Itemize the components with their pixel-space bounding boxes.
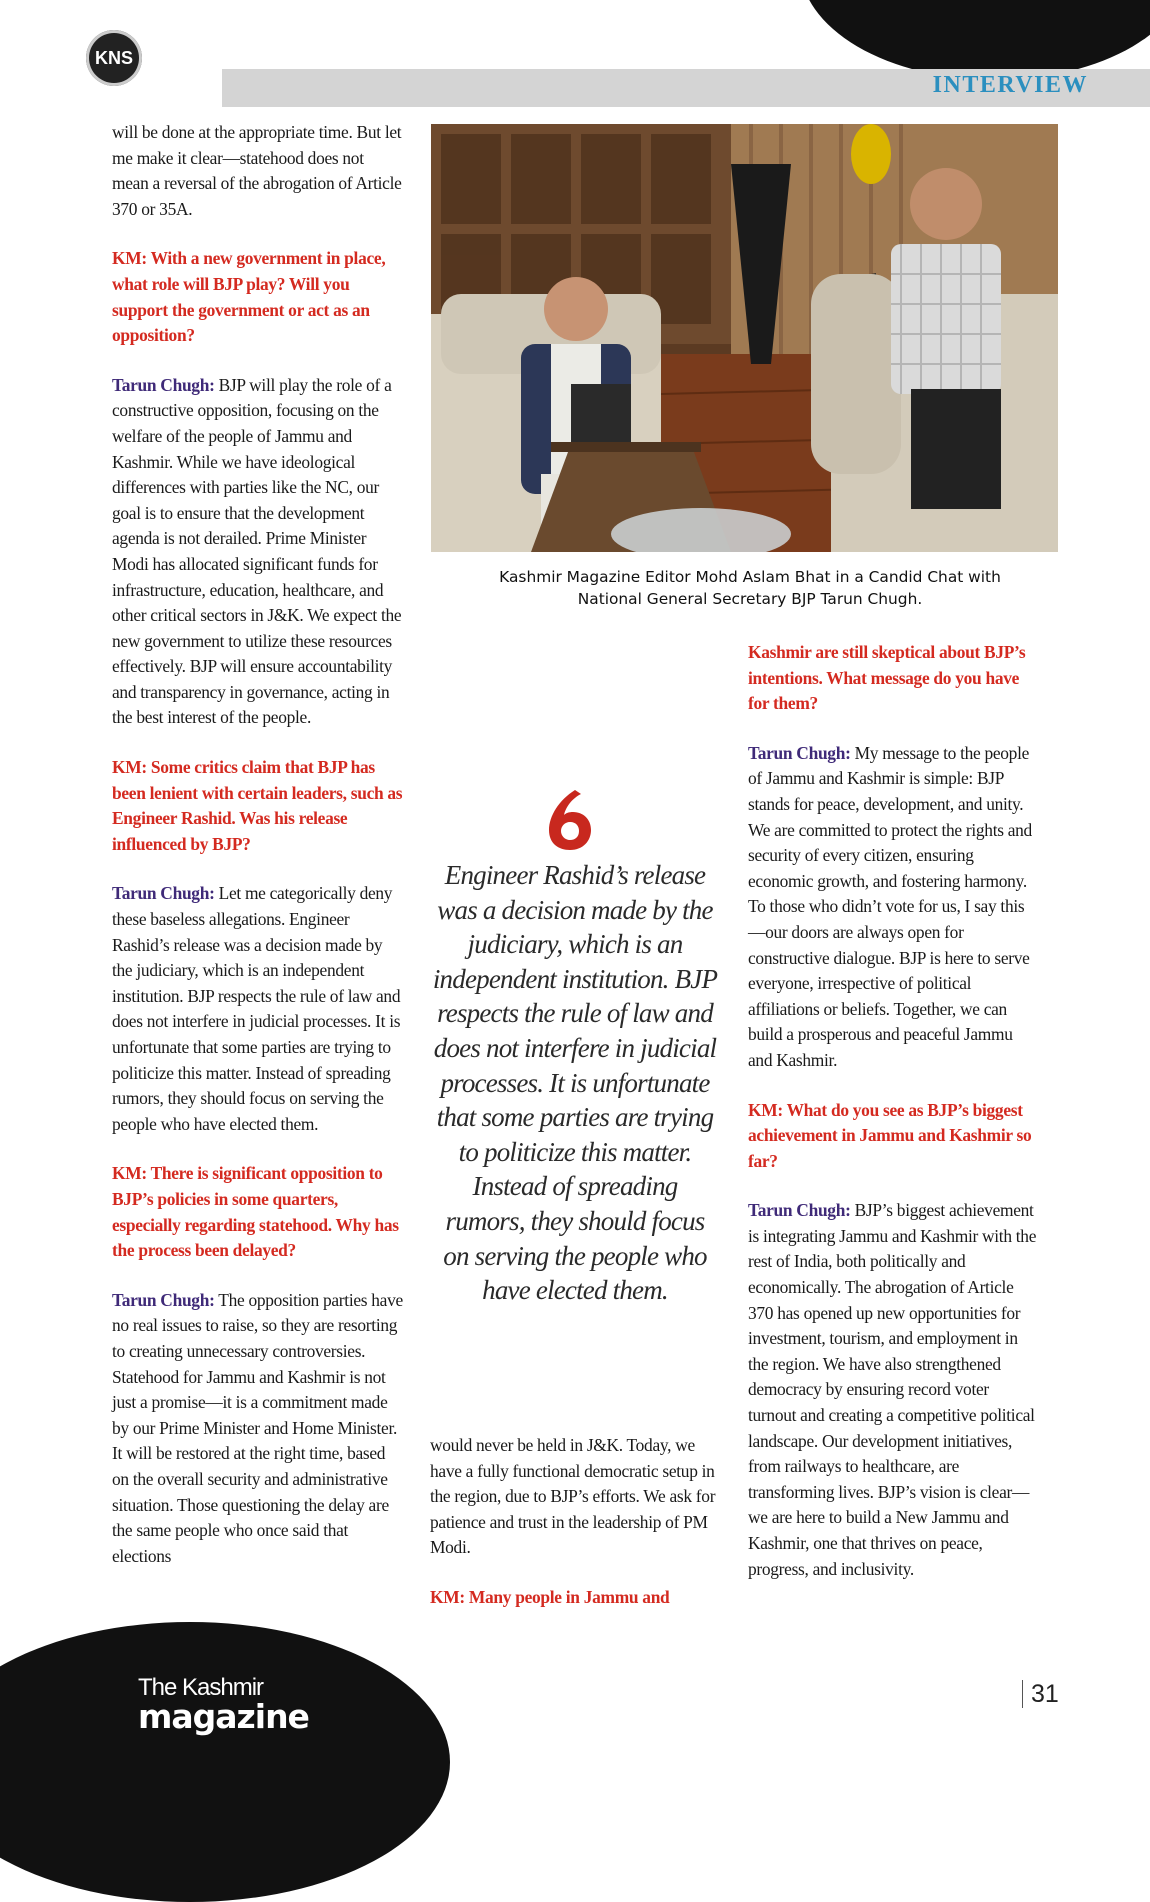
corner-decoration-bottom <box>0 1622 450 1902</box>
pull-quote: Engineer Rashid’s release was a decision made by the judiciary, which is an independent institution. BJP respects the rule of law and does not interfere in judicial processes. It is unfortunate that some parties are trying to politicize this matter. Instead of spreading rumors, they should focus on serving the people who have elected them. <box>432 860 718 1306</box>
article-column-3 <box>748 640 1040 1606</box>
question-paragraph: KM: Many people in Jammu and <box>430 1586 670 1607</box>
magazine-logo-line2: magazine <box>138 1697 309 1736</box>
answer-paragraph: Tarun Chugh: BJP will play the role of a constructive opposition, focusing on the welfare of the people of Jammu and Kashmir. While we have ideological differences with parties like the NC, our goal is to ensure that the development agenda is not derailed. Prime Minister Modi has allocated significant funds for infrastructure, education, healthcare, and other critical sectors in J&K. We expect the new government to utilize these resources effectively. BJP will ensure accountability and transparency in governance, acting in the best interest of the people. <box>112 374 402 728</box>
speaker-name: Tarun Chugh: <box>112 883 215 904</box>
section-label: INTERVIEW <box>932 72 1088 98</box>
quote-mark-icon <box>545 788 595 852</box>
question-paragraph: KM: Some critics claim that BJP has been lenient with certain leaders, such as Engineer Rashid. Was his release influenced by BJP? <box>112 757 403 854</box>
question-paragraph: KM: There is significant opposition to BJP’s policies in some quarters, especially regarding statehood. Why has the process been delayed? <box>112 1163 399 1261</box>
speaker-name: Tarun Chugh: <box>748 742 851 763</box>
answer-paragraph: would never be held in J&K. Today, we have a fully functional democratic setup in the region, due to BJP’s efforts. We ask for patience and trust in the leadership of PM Modi. <box>430 1435 716 1558</box>
corner-decoration-top <box>800 0 1150 80</box>
magazine-logo-line1: The Kashmir <box>138 1674 264 1701</box>
question-paragraph: KM: With a new government in place, what role will BJP play? Will you support the government or act as an opposition? <box>112 248 386 346</box>
interview-photo-illustration <box>431 124 1058 552</box>
article-column-1 <box>112 120 404 1593</box>
answer-paragraph: Tarun Chugh: BJP’s biggest achievement is integrating Jammu and Kashmir with the rest of India, both politically and economically. The abrogation of Article 370 has opened up new opportunities for investment, tourism, and employment in the region. We have also strengthened democracy by ensuring record voter turnout and creating a competitive political landscape. Our development initiatives, from railways to healthcare, are transforming lives. BJP’s vision is clear—we are here to build a New Jammu and Kashmir, one that thrives on peace, progress, and inclusivity. <box>748 1200 1037 1579</box>
article-column-2 <box>430 1433 726 1635</box>
magazine-logo <box>138 1676 309 1734</box>
speaker-name: Tarun Chugh: <box>748 1200 851 1221</box>
kns-logo: KNS <box>86 30 142 86</box>
answer-paragraph: Tarun Chugh: The opposition parties have no real issues to raise, so they are resorting to creating unnecessary controversies. Statehood for Jammu and Kashmir is not just a promise—it is a commitment made by our Prime Minister and Home Minister. It will be restored at the right time, based on the overall security and administrative situation. Those questioning the delay are the same people who once said that elections <box>112 1289 403 1566</box>
photo-caption: Kashmir Magazine Editor Mohd Aslam Bhat in a Candid Chat with National General Secretary BJP Tarun Chugh. <box>499 568 1001 608</box>
speaker-name: Tarun Chugh: <box>112 374 215 395</box>
question-paragraph: Kashmir are still skeptical about BJP’s intentions. What message do you have for them? <box>748 642 1026 714</box>
speaker-name: Tarun Chugh: <box>112 1289 215 1310</box>
answer-paragraph: Tarun Chugh: Let me categorically deny these baseless allegations. Engineer Rashid’s release was a decision made by the judiciary, which is an independent institution. BJP respects the rule of law and does not interfere in judicial processes. It is unfortunate that some parties are trying to politicize this matter. Instead of spreading rumors, they should focus on serving the people who have elected them. <box>112 883 401 1134</box>
answer-paragraph: Tarun Chugh: My message to the people of Jammu and Kashmir is simple: BJP stands for peace, development, and unity. We are committed to protect the rights and security of every citizen, ensuring economic growth, and fostering harmony. To those who didn’t vote for us, I say this—our doors are always open for constructive dialogue. BJP is here to serve everyone, irrespective of political affiliations or beliefs. Together, we can build a prosperous and peaceful Jammu and Kashmir. <box>748 742 1032 1070</box>
page-number: 31 <box>1022 1680 1059 1708</box>
question-paragraph: KM: What do you see as BJP’s biggest achievement in Jammu and Kashmir so far? <box>748 1099 1032 1171</box>
interview-photo <box>431 124 1058 552</box>
answer-paragraph: will be done at the appropriate time. But let me make it clear—statehood does not mean a reversal of the abrogation of Article 370 or 35A. <box>112 122 402 219</box>
